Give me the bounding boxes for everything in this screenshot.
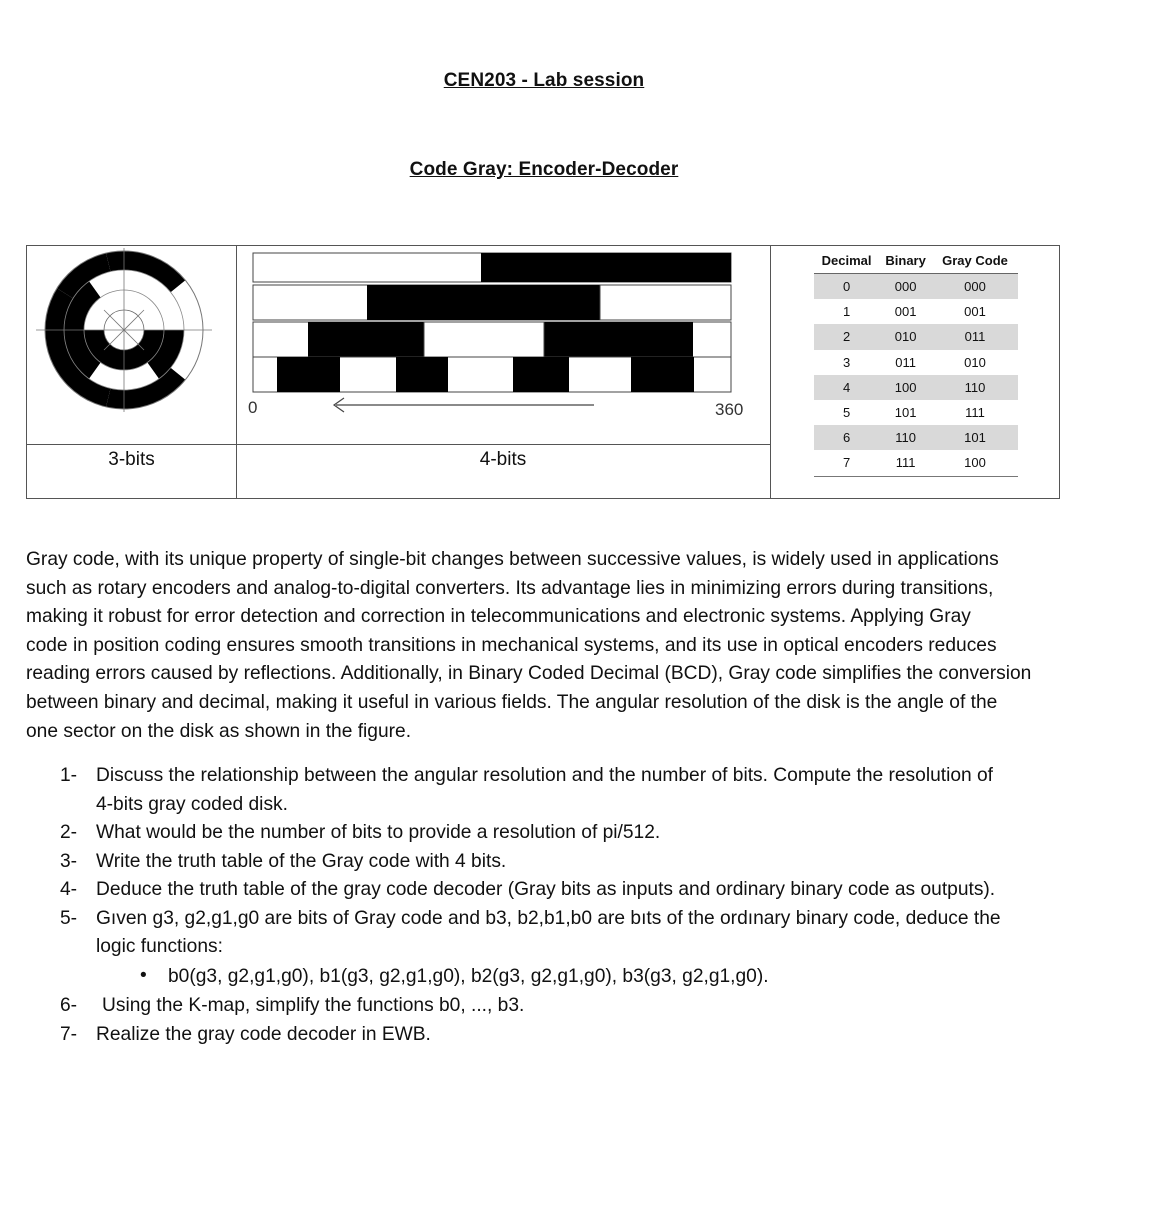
disk-outer-sector <box>106 368 185 409</box>
table-cell: 011 <box>895 354 916 370</box>
question-1-text-cont: 4-bits gray coded disk. <box>96 793 288 815</box>
question-2-text: What would be the number of bits to provide a resolution of pi/512. <box>96 822 661 843</box>
table-cell: 0 <box>814 274 879 300</box>
table-cell: 001 <box>894 304 917 320</box>
axis-end-label: 360 <box>715 400 744 419</box>
table-header-binary: Binary <box>879 248 932 274</box>
table-cell: 6 <box>814 425 879 450</box>
question-5-bullet: b0(g3, g2,g1,g0), b1(g3, g2,g1,g0), b2(g3, g2,g1,g0), b3(g3, g2,g1,g0). <box>168 966 769 987</box>
paragraph-line: reading errors caused by reflections. Additionally, in Binary Coded Decimal (BCD), Gray code simplifies the conversion <box>26 663 1032 685</box>
gray-code-table <box>814 248 1018 477</box>
paragraph-line: such as rotary encoders and analog-to-digital converters. Its advantage lies in minimizing errors during transitions, <box>26 577 994 599</box>
bullet-dot-icon: • <box>140 964 147 986</box>
table-row <box>814 425 1018 450</box>
table-cell: 3 <box>842 354 851 370</box>
gray-code-disk-3bits <box>36 247 212 415</box>
paragraph-line: one sector on the disk as shown in the figure. <box>26 720 412 742</box>
question-1-number: 1- <box>60 765 78 786</box>
question-3-text: Write the truth table of the Gray code with 4 bits. <box>96 850 507 872</box>
table-row <box>814 350 1018 375</box>
table-row <box>814 375 1018 400</box>
table-cell: 111 <box>965 405 985 421</box>
table-cell: 7 <box>814 450 879 476</box>
paragraph-line: between binary and decimal, making it useful in various fields. The angular resolution of the disk is the angle of the <box>26 691 998 713</box>
caption-3bits: 3-bits <box>108 449 155 470</box>
course-title: CEN203 - Lab session <box>443 70 645 91</box>
question-7-text: Realize the gray code decoder in EWB. <box>96 1023 431 1045</box>
table-row <box>814 274 1018 300</box>
table-header-decimal: Decimal <box>814 248 879 274</box>
question-3-number: 3- <box>60 850 78 872</box>
question-4-number: 4- <box>60 879 78 900</box>
table-cell: 010 <box>964 354 986 370</box>
question-1-text: Discuss the relationship between the angular resolution and the number of bits. Compute the resolution of <box>96 765 994 786</box>
question-6-text: Using the K-map, simplify the functions b0, ..., b3. <box>102 995 525 1016</box>
axis-start-label: 0 <box>248 398 258 417</box>
table-cell: 5 <box>842 405 851 421</box>
table-cell: 101 <box>932 425 1018 450</box>
paragraph-line: making it robust for error detection and correction in telecommunications and electronic systems. Applying Gray <box>26 606 971 628</box>
table-row <box>814 400 1018 425</box>
question-5-number: 5- <box>60 907 78 929</box>
table-header-gray: Gray Code <box>932 248 1018 274</box>
table-cell: 111 <box>879 450 932 476</box>
table-cell: 000 <box>879 274 932 300</box>
table-cell: 110 <box>932 375 1018 400</box>
table-row <box>814 324 1018 349</box>
question-2-number: 2- <box>60 822 78 843</box>
table-cell: 2 <box>814 324 879 349</box>
table-cell: 4 <box>814 375 879 400</box>
table-cell: 001 <box>964 304 986 320</box>
question-7-number: 7- <box>60 1023 78 1045</box>
question-5-text: Gıven g3, g2,g1,g0 are bits of Gray code and b3, b2,b1,b0 are bıts of the ordınary binary code, deduce the <box>96 907 1001 929</box>
divider-2 <box>770 246 771 498</box>
caption-4bits: 4-bits <box>479 449 527 470</box>
disk-outer-sector <box>106 251 185 292</box>
table-cell: 011 <box>932 324 1018 349</box>
table-cell: 100 <box>879 375 932 400</box>
paragraph-line: Gray code, with its unique property of single-bit changes between successive values, is widely used in applications <box>26 549 999 570</box>
table-cell: 1 <box>842 304 851 320</box>
question-5-text-cont: logic functions: <box>96 936 223 957</box>
table-cell: 110 <box>879 425 932 450</box>
table-cell: 000 <box>932 274 1018 300</box>
question-6-number: 6- <box>60 995 78 1016</box>
paragraph-line: code in position coding ensures smooth transitions in mechanical systems, and its use in optical encoders reduces <box>26 634 997 656</box>
table-cell: 010 <box>879 324 932 349</box>
table-cell: 101 <box>894 405 917 421</box>
caption-divider <box>27 444 770 445</box>
page-subtitle: Code Gray: Encoder-Decoder <box>409 159 679 180</box>
table-cell: 100 <box>932 450 1018 476</box>
intro-paragraph <box>26 546 1076 746</box>
table-row <box>814 450 1018 476</box>
question-4-text: Deduce the truth table of the gray code decoder (Gray bits as inputs and ordinary binary code as outputs). <box>96 879 996 900</box>
gray-code-strip-4bits <box>236 247 768 427</box>
table-row <box>814 299 1018 324</box>
